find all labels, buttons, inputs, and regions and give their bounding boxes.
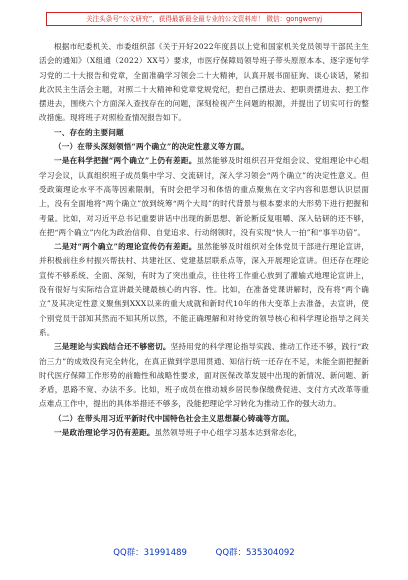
promo-banner: 关注头条号“公文研究”，获得最新最全最专业的公文资料库！ 微信：gongwenyj (46, 12, 362, 26)
paragraph (39, 340, 369, 411)
paragraph-body: 坚持用党的科学理论指导实践、推动工作还不够，践行“政治三力”的成效没有完全转化，在真正做到学思用贯通、知信行统一还存在不足，未能全面把握新时代医疗保障工作形势的前瞻性和战略性要求，面对医保改革发展中出现的新情况、新问题、新矛盾，思路不宽、办法不多。比如，班子成员在推动城乡居民参保缴费促进、支付方式改革等重点难点工作中，提出的具体举措还不够多，没能把理论学习转化为推动工作的强大动力。 (39, 342, 370, 409)
paragraph (39, 154, 369, 240)
paragraph-lead: 三是理论与实践结合还不够密切。 (54, 342, 171, 352)
paragraph-body: 虽然领导班子中心组学习基本达到常态化， (154, 428, 302, 438)
paragraph-body: 虽然能够及时组织召开党组会议、党组理论中心组学习会议，认真组织班子成员集中学习、交流研讨，深入学习领会“两个确立”的决定性意义。但受政策理论水平不高等因素限制，有时会把学习和体悟的重点聚焦在文字内容和思想认识层面上，没有全面地将“两个确立”放到统筹“两个大局”的时代背景与根本要求的大形势下进行把握和考量。比如，对习近平总书记重要讲话中出现的新思想、新论断反复咀嚼、深入钻研的还不够，在把“两个确立”内化为政治信仰、自觉追求、行动纲领时，没有实现“快人一拍”和“事半功倍”。 (39, 156, 369, 237)
qq-group-2: QQ群：535304092 (215, 548, 295, 558)
subsection-heading: （一）在带头深刻领悟“两个确立”的决定性意义等方面。 (54, 142, 249, 152)
intro-paragraph: 根据市纪委机关、市委组织部《关于开好2022年度县以上党和国家机关党员领导干部民主生活会的通知》（X组通（2022）XX号）要求，市医疗保障局领导班子带头原原本本、逐字逐句学习党的二十大报告和党章，全面准确学习领会二十大精神，认真开展书面征询、谈心谈话，紧扣此次民主生活会主题，对照二十大精神和党章党规党纪，把自己摆进去、把职责摆进去、把工作摆进去，围绕六个方面深入查找存在的问题，深刻检视产生问题的根源，并提出了切实可行的整改措施。现将班子对照检查情况报告如下。 (39, 42, 369, 123)
document-body (39, 40, 369, 440)
subsection-heading: （二）在带头用习近平新时代中国特色社会主义思想凝心铸魂等方面。 (54, 413, 295, 423)
footer-contact (0, 546, 408, 558)
paragraph-lead: 一是政治理论学习仍有差距。 (54, 428, 155, 438)
qq-group-1: QQ群：31991489 (113, 548, 187, 558)
paragraph-lead: 一是在科学把握“两个确立”上仍有差距。 (54, 156, 197, 166)
section-heading: 一、存在的主要问题 (54, 127, 124, 137)
paragraph-body: 虽然能够及时组织对全体党员干部进行理论宣讲，并积极前往乡村振兴帮扶村、共建社区、党建基层联系点等，深入开展理论宣讲。但还存在理论宣传不够系统、全面、深刻，有时为了突出重点，往往将工作重心放到了灌输式地理论宣讲上，没有很好与实际结合宣讲最关键最核心的内容、性。比如，在准备党课讲解时，没有将“两个确立”及其决定性意义聚焦到XXX以来的重大成就和新时代10年的伟大变革上去准备，去宣讲，使个别党员干部知其然而不知其所以然，不能正确理解和对待党的领导核心和科学理论指导之间关系。 (39, 242, 369, 337)
paragraph (39, 426, 369, 440)
paragraph (39, 240, 369, 340)
paragraph-lead: 二是对“两个确立”的理论宣传仍有差距。 (54, 242, 197, 252)
